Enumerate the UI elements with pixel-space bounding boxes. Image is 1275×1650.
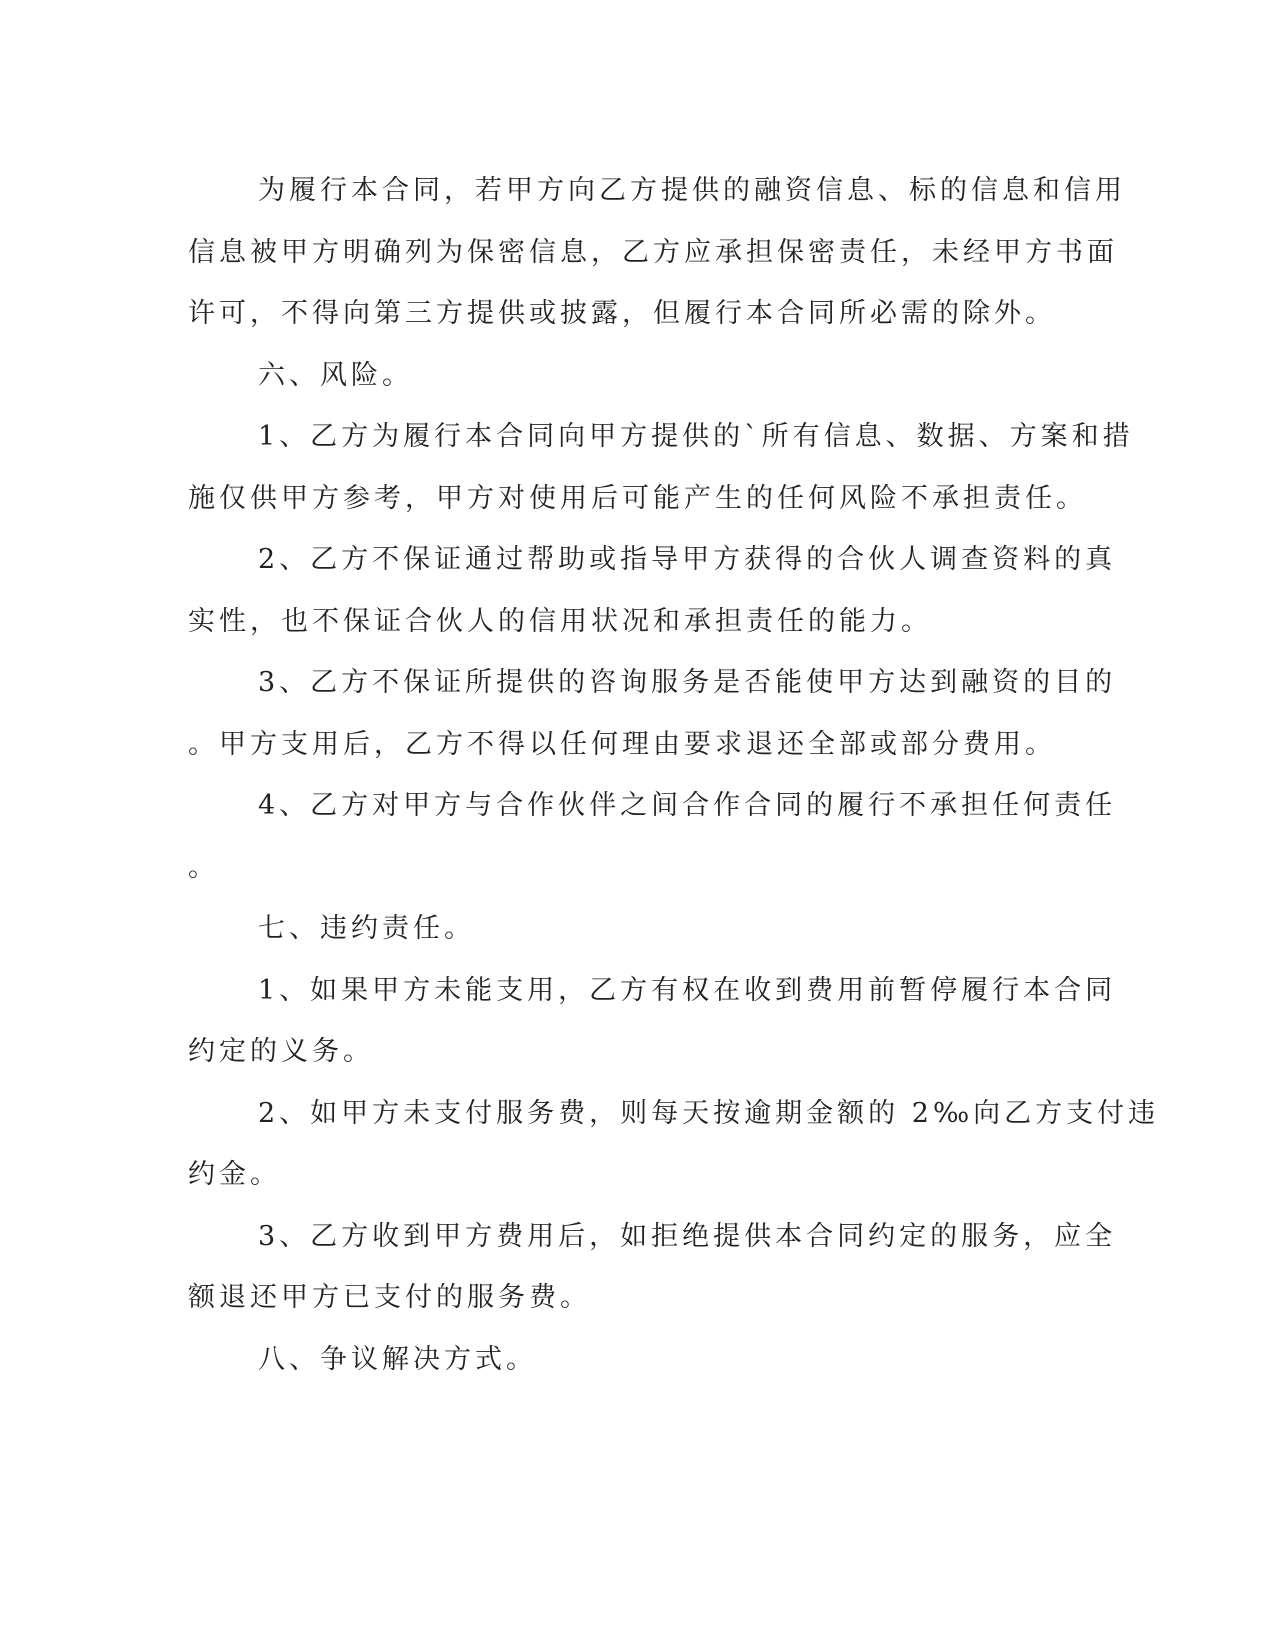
text-line: 。甲方支用后，乙方不得以任何理由要求退还全部或部分费用。 bbox=[188, 728, 1056, 760]
text-line: 1、乙方为履行本合同向甲方提供的`所有信息、数据、方案和措 bbox=[258, 421, 1134, 452]
text-line: 2、乙方不保证通过帮助或指导甲方获得的合伙人调查资料的真 bbox=[258, 544, 1117, 575]
heading-text: 七、违约责任。 bbox=[258, 913, 475, 944]
section-heading-breach bbox=[188, 898, 1078, 960]
paragraph-breach-1 bbox=[188, 960, 1117, 1083]
heading-text: 六、风险。 bbox=[258, 359, 413, 391]
paragraph-confidentiality bbox=[188, 160, 1126, 345]
text-line: 为履行本合同，若甲方向乙方提供的融资信息、标的信息和信用 bbox=[258, 175, 1126, 206]
text-line: 。 bbox=[188, 851, 219, 883]
text-line: 许可，不得向第三方提供或披露，但履行本合同所必需的除外。 bbox=[188, 298, 1056, 329]
paragraph-risk-2 bbox=[188, 529, 1117, 652]
text-line: 3、乙方收到甲方费用后，如拒绝提供本合同约定的服务，应全 bbox=[258, 1220, 1117, 1252]
text-line: 3、乙方不保证所提供的咨询服务是否能使甲方达到融资的目的 bbox=[258, 667, 1117, 698]
text-line: 4、乙方对甲方与合作伙伴之间合作合同的履行不承担任何责任 bbox=[258, 790, 1117, 821]
paragraph-breach-3 bbox=[188, 1206, 1117, 1329]
text-line: 实性，也不保证合伙人的信用状况和承担责任的能力。 bbox=[188, 605, 932, 637]
text-line: 2、如甲方未支付服务费，则每天按逾期金额的 2‰向乙方支付违 bbox=[258, 1097, 1160, 1129]
paragraph-breach-2 bbox=[188, 1083, 1160, 1206]
text-line: 约定的义务。 bbox=[188, 1036, 374, 1067]
paragraph-risk-4 bbox=[188, 775, 1117, 898]
section-heading-dispute bbox=[188, 1329, 1078, 1391]
paragraph-risk-3 bbox=[188, 652, 1117, 775]
text-line: 约金。 bbox=[188, 1159, 281, 1190]
text-line: 信息被甲方明确列为保密信息，乙方应承担保密责任，未经甲方书面 bbox=[188, 236, 1118, 268]
text-line: 1、如果甲方未能支用，乙方有权在收到费用前暂停履行本合同 bbox=[258, 974, 1117, 1006]
paragraph-risk-1 bbox=[188, 406, 1134, 529]
section-heading-risk bbox=[188, 345, 1078, 407]
heading-text: 八、争议解决方式。 bbox=[258, 1343, 537, 1375]
document-body bbox=[188, 160, 1160, 1390]
text-line: 施仅供甲方参考，甲方对使用后可能产生的任何风险不承担责任。 bbox=[188, 482, 1087, 514]
text-line: 额退还甲方已支付的服务费。 bbox=[188, 1282, 591, 1313]
